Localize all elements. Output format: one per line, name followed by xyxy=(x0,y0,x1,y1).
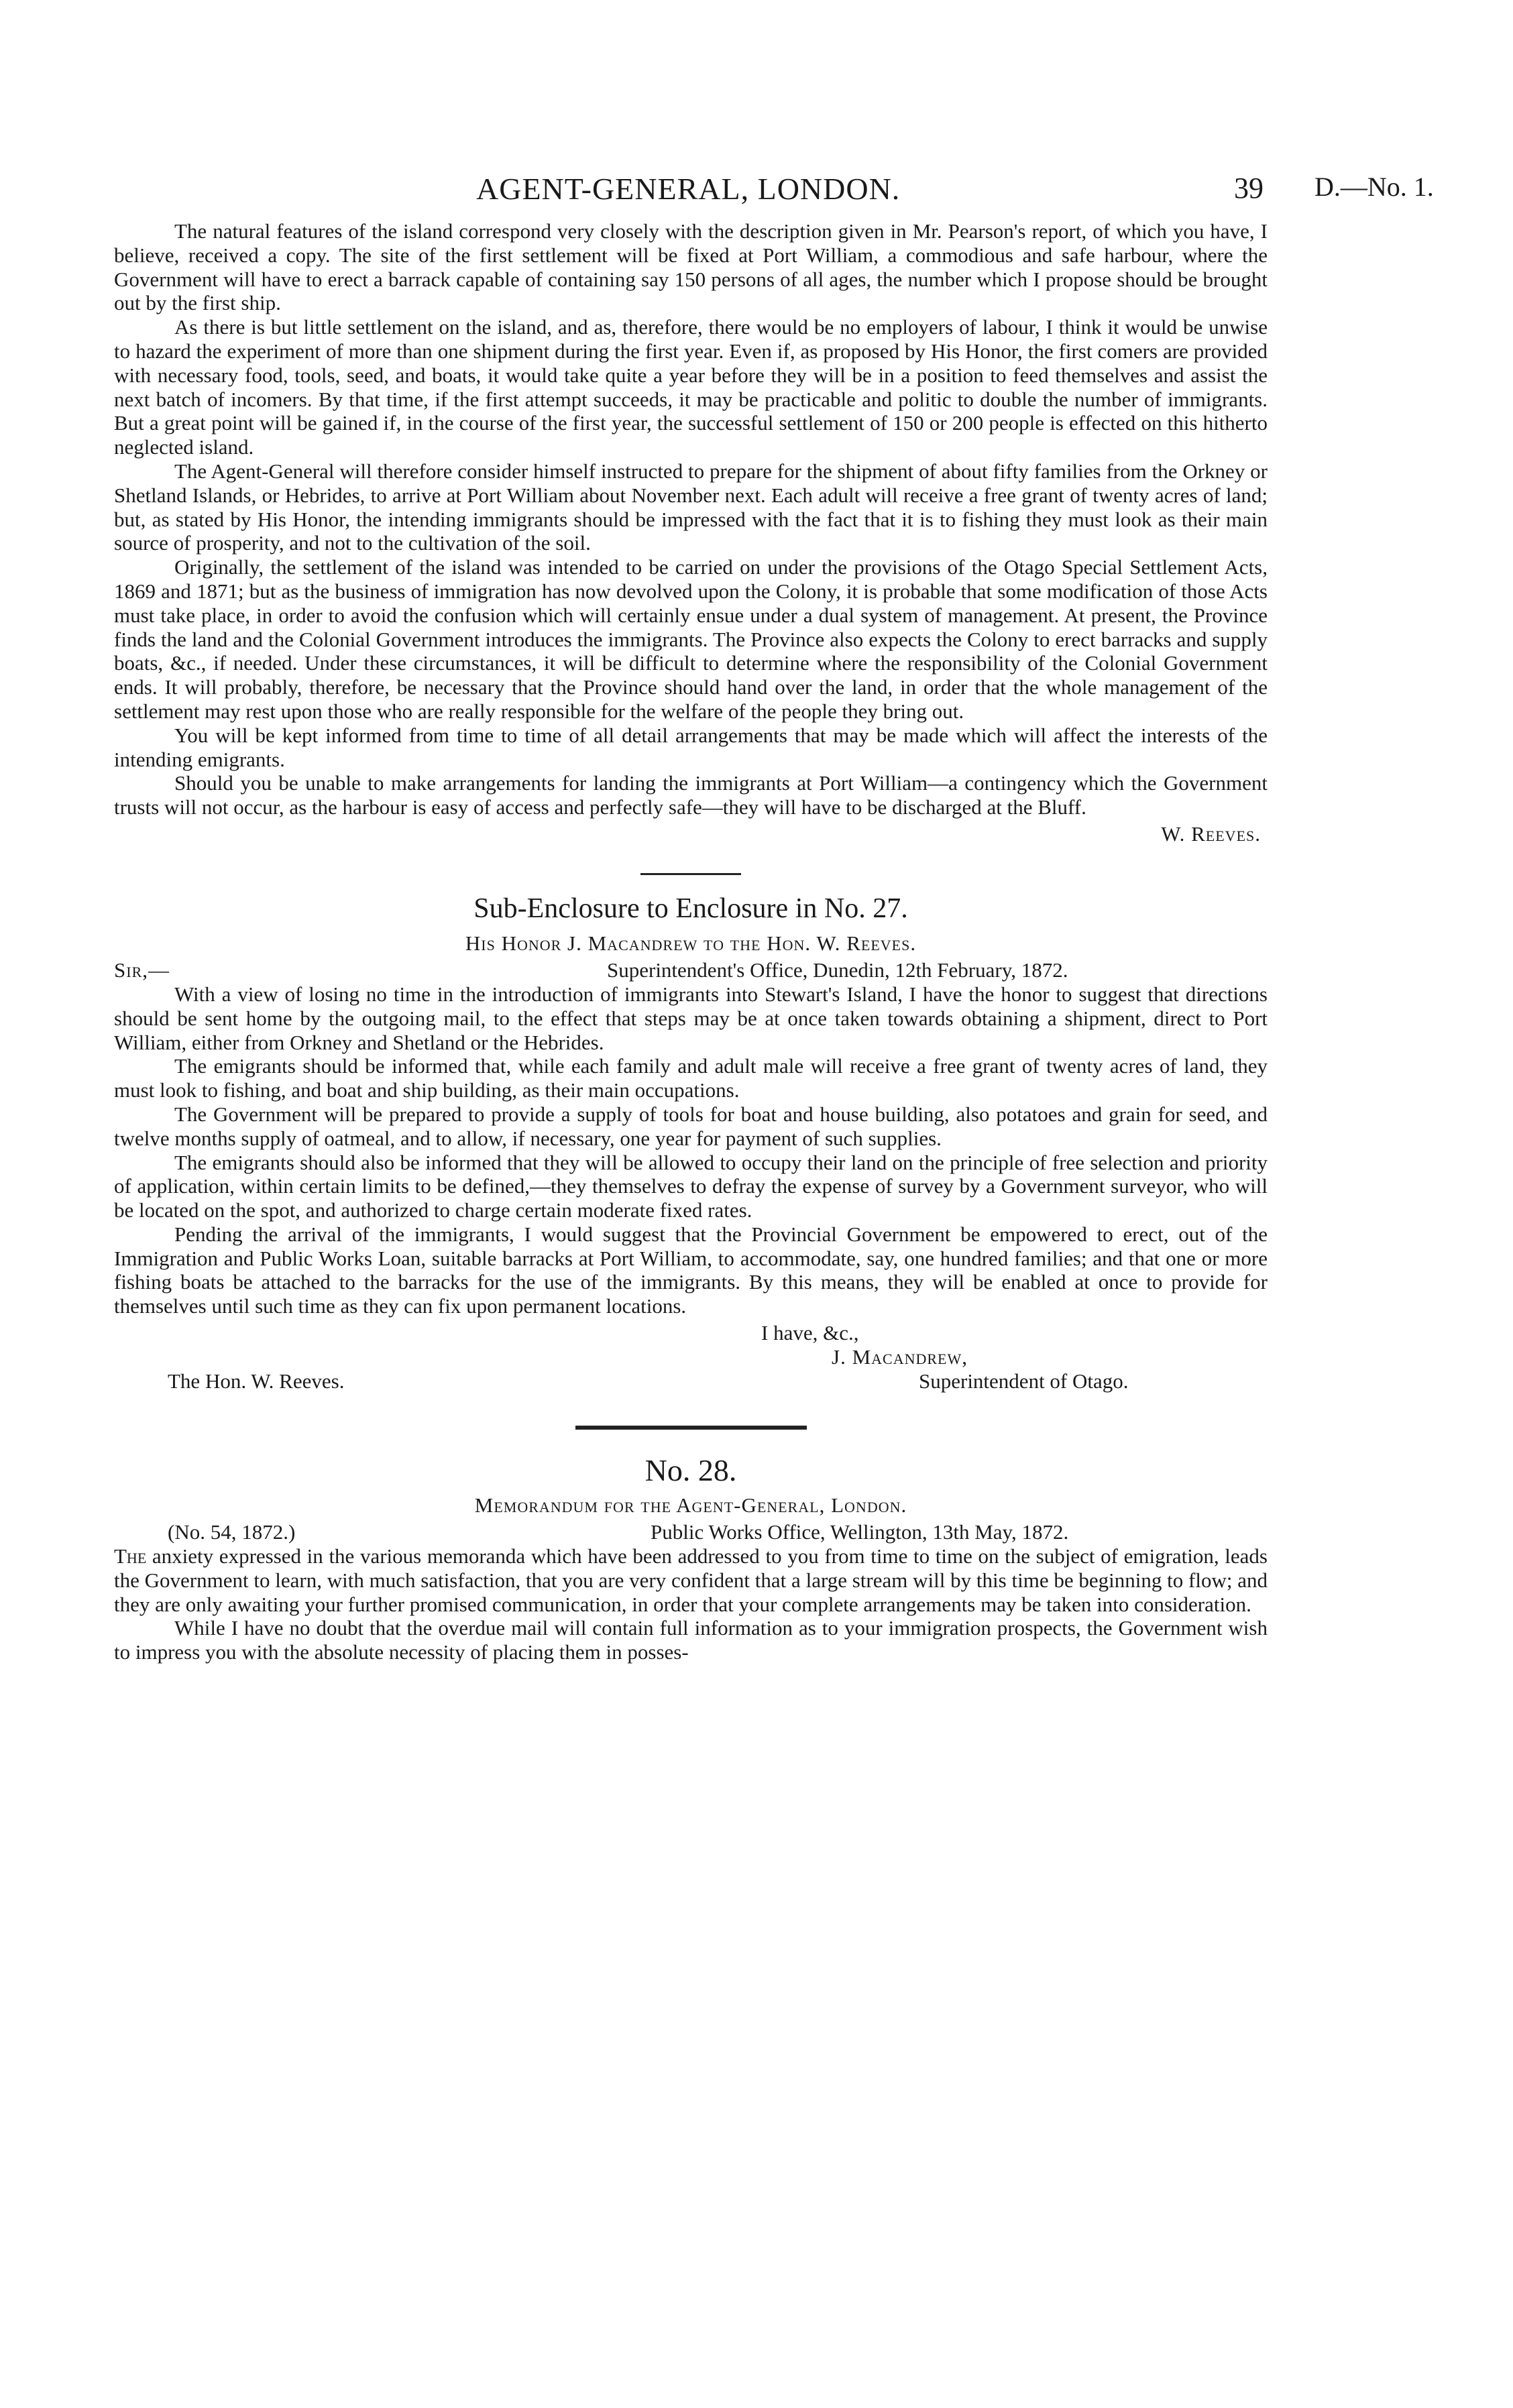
paragraph-text: anxiety expressed in the various memoranda which have been addressed to you from time to time on the subject of emigration, leads the Government to learn, with much satisfaction, that you are very confident that a large stream will by this time be beginning to flow; and they are only awaiting your further promised communication, in order that your complete arrangements may be taken into consideration. xyxy=(114,1544,1268,1616)
page-header xyxy=(114,171,1434,211)
lead-word: The xyxy=(114,1544,147,1568)
paragraph: Should you be unable to make arrangements for landing the immigrants at Port William—a contingency which the Government trusts will not occur, as the harbour is easy of access and perfectly safe—they will have to be discharged at the Bluff. xyxy=(114,771,1268,819)
signature: W. Reeves. xyxy=(1161,821,1261,846)
paragraph: The Government will be prepared to provide a supply of tools for boat and house building, also potatoes and grain for seed, and twelve months supply of oatmeal, and to allow, if necessary, one year for payment of such supplies. xyxy=(114,1102,1268,1150)
section-sub-enclosure xyxy=(114,893,1268,1395)
addressee: The Hon. W. Reeves. xyxy=(168,1369,345,1393)
section-heading: No. 28. xyxy=(645,1453,737,1488)
section-letter-continuation xyxy=(114,219,1268,846)
reference-number: (No. 54, 1872.) xyxy=(168,1520,296,1544)
paragraph: Pending the arrival of the immigrants, I would suggest that the Provincial Government be empowered to erect, out of the Immigration and Public Works Loan, suitable barracks at Port William, to accommodate, say, one hundred families; and that one or more fishing boats be attached to the barracks for the use of the immigrants. By this means, they will be enabled at once to provide for themselves until such time as they can fix upon permanent locations. xyxy=(114,1222,1268,1318)
paragraph: Originally, the settlement of the island was intended to be carried on under the provisions of the Otago Special Settlement Acts, 1869 and 1871; but as the business of immigration has now devolved upon the Colony, it is probable that some modification of those Acts must take place, in order to avoid the confusion which will certainly ensue under a dual system of management. At present, the Province finds the land and the Colonial Government introduces the immigrants. The Province also expects the Colony to erect barracks and supply boats, &c., if needed. Under these circumstances, it will be difficult to determine where the responsibility of the Colonial Government ends. It will probably, therefore, be necessary that the Province should hand over the land, in order that the whole management of the settlement may rest upon those who are really responsible for the welfare of the people they bring out. xyxy=(114,555,1268,723)
subheading-text: Memorandum for the Agent-General, London. xyxy=(474,1493,907,1517)
paragraph: While I have no doubt that the overdue mail will contain full information as to your immigration prospects, the Government wish to impress you with the absolute necessity of placing them in posses- xyxy=(114,1616,1268,1664)
paragraph: As there is but little settlement on the island, and as, therefore, there would be no employers of labour, I think it would be unwise to hazard the experiment of more than one shipment during the first year. Even if, as proposed by His Honor, the first comers are provided with necessary food, tools, seed, and boats, it would take quite a year before they will be in a position to feed themselves and assist the next batch of incomers. By that time, if the first attempt succeeds, it may be practicable and politic to double the number of immigrants. But a great point will be gained if, in the course of the first year, the successful settlement of 150 or 200 people is effected on this hitherto neglected island. xyxy=(114,315,1268,459)
paragraph: The Agent-General will therefore consider himself instructed to prepare for the shipment of about fifty families from the Orkney or Shetland Islands, or Hebrides, to arrive at Port William about November next. Each adult will receive a free grant of twenty acres of land; but, as stated by His Honor, the intending immigrants should be impressed with the fact that it is to fishing they must look as their main source of prosperity, and not to the cultivation of the soil. xyxy=(114,459,1268,555)
paragraph: The emigrants should be informed that, while each family and adult male will receive a free grant of twenty acres of land, they must look to fishing, and boat and ship building, as their main occupations. xyxy=(114,1054,1268,1102)
dateline-row xyxy=(114,958,1268,982)
salutation: Sir,— xyxy=(114,958,170,982)
signer-title: Superintendent of Otago. xyxy=(919,1369,1129,1393)
section-memorandum xyxy=(114,1452,1268,1664)
dateline: Superintendent's Office, Dunedin, 12th February, 1872. xyxy=(607,958,1068,982)
paragraph: The emigrants should also be informed that they will be allowed to occupy their land on the principle of free selection and priority of application, within certain limits to be defined,—they themselves to defray the expense of survey by a Government surveyor, who will be located on the spot, and authorized to charge certain moderate fixed rates. xyxy=(114,1150,1268,1222)
signer-name: J. Macandrew, xyxy=(832,1345,968,1369)
section-heading: Sub-Enclosure to Enclosure in No. 27. xyxy=(473,893,908,924)
document-page xyxy=(114,171,1434,1664)
closing-phrase: I have, &c., xyxy=(761,1321,859,1345)
dateline: Public Works Office, Wellington, 13th May, 1872. xyxy=(651,1520,1069,1544)
paragraph: The natural features of the island correspond very closely with the description given in Mr. Pearson's report, of which you have, I believe, received a copy. The site of the first settlement will be fixed at Port William, a commodious and safe harbour, where the Government will have to erect a barrack capable of containing say 150 persons of all ages, the number which I propose should be brought out by the first ship. xyxy=(114,219,1268,315)
section-subheading xyxy=(114,1493,1268,1517)
paragraph xyxy=(114,1544,1268,1616)
dateline-row xyxy=(114,1520,1268,1544)
subheading-text: His Honor J. Macandrew to the Hon. W. Reeves. xyxy=(465,931,917,955)
section-divider xyxy=(575,1426,807,1430)
paragraph: With a view of losing no time in the introduction of immigrants into Stewart's Island, I have the honor to suggest that directions should be sent home by the outgoing mail, to the effect that steps may be at once taken towards obtaining a shipment, direct to Port William, either from Orkney and Shetland or the Hebrides. xyxy=(114,982,1268,1054)
section-divider xyxy=(640,873,741,875)
section-subheading xyxy=(114,931,1268,956)
letter-closing xyxy=(114,1321,1268,1395)
paragraph: You will be kept informed from time to time of all detail arrangements that may be made which will affect the interests of the intending emigrants. xyxy=(114,723,1268,771)
document-reference: D.—No. 1. xyxy=(1314,172,1434,202)
page-number: 39 xyxy=(1234,172,1264,205)
running-title: AGENT-GENERAL, LONDON. xyxy=(476,172,901,206)
